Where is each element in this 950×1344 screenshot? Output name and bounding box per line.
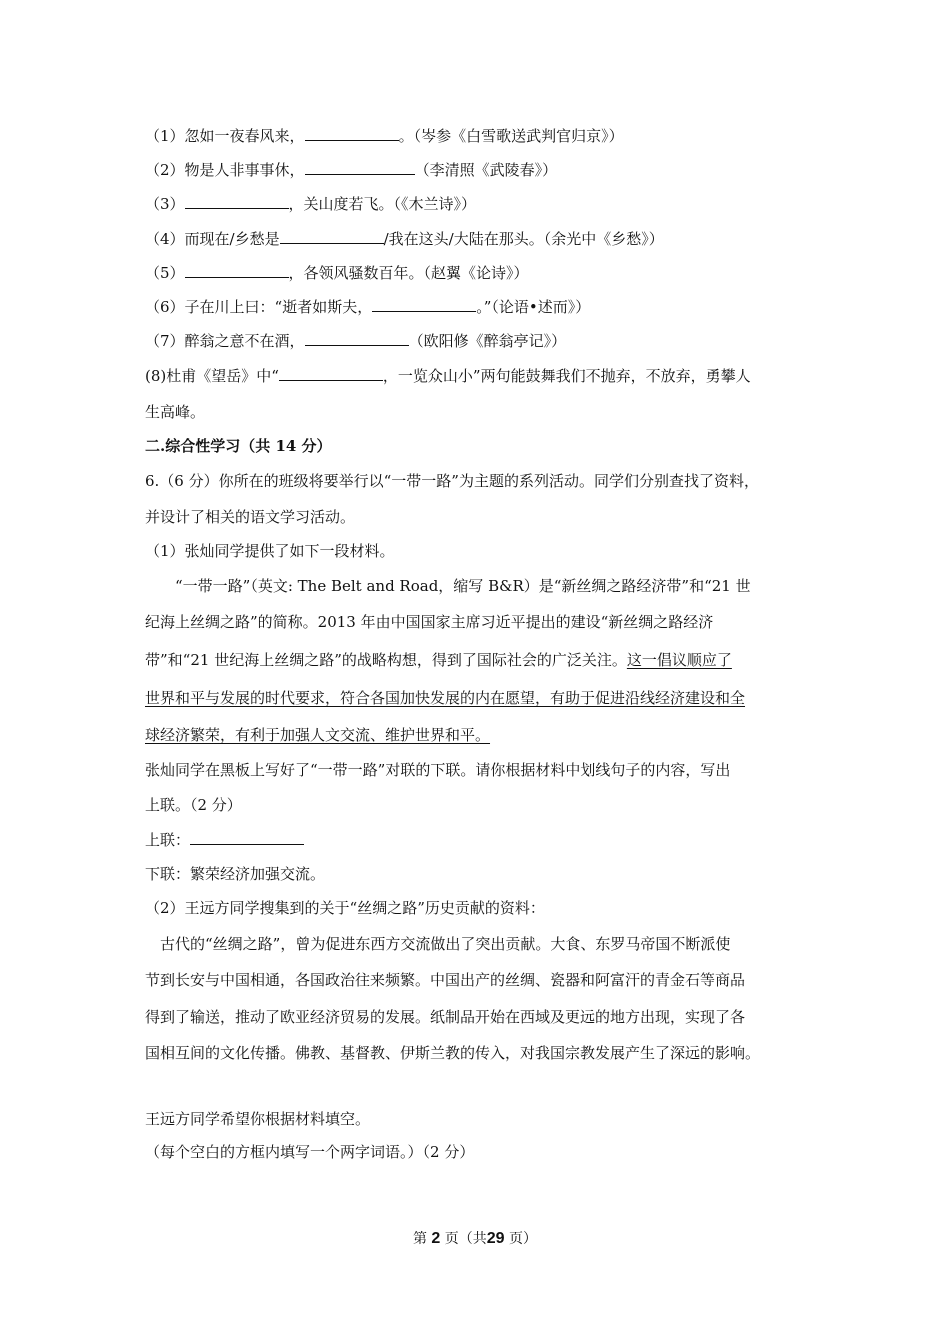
q5-item-5: （5） ，各领风骚数百年。（赵翼《论诗》） <box>145 264 529 282</box>
answer-blank[interactable] <box>279 366 383 381</box>
lower-couplet: 下联：繁荣经济加强交流。 <box>145 865 326 883</box>
upper-couplet-blank[interactable] <box>190 830 304 845</box>
section-title: 二.综合性学习（共 14 分） <box>145 437 332 455</box>
q5-item-6: （6）子在川上曰：“逝者如斯夫， 。”（论语•述而》） <box>145 298 591 316</box>
answer-blank[interactable] <box>305 160 415 175</box>
q5-item-4: （4）而现在/乡愁是 /我在这头/大陆在那头。（余光中《乡愁》） <box>145 230 664 248</box>
underlined-sentence: 球经济繁荣，有利于加强人文交流、维护世界和平。 <box>145 726 491 744</box>
q5-item-7: （7）醉翁之意不在酒， （欧阳修《醉翁亭记》） <box>145 332 567 350</box>
material-paragraph: 古代的“丝绸之路”，曾为促进东西方交流做出了突出贡献。大食、东罗马帝国不断派使 <box>160 935 731 953</box>
answer-blank[interactable] <box>305 126 399 141</box>
q6-intro: 6.（6 分）你所在的班级将要举行以“一带一路”为主题的系列活动。同学们分别查找了资料， <box>145 472 759 490</box>
answer-blank[interactable] <box>185 263 289 278</box>
q5-item-3: （3） ，关山度若飞。（《木兰诗》） <box>145 195 477 213</box>
q6-part2-ask: 王远方同学希望你根据材料填空。 <box>145 1110 371 1128</box>
underlined-sentence: 这一倡议顺应了 <box>626 651 732 669</box>
answer-blank[interactable] <box>372 297 476 312</box>
material-paragraph: 国相互间的文化传播。佛教、基督教、伊斯兰教的传入，对我国宗教发展产生了深远的影响。 <box>145 1044 761 1062</box>
q5-item-2: （2）物是人非事事休， （李清照《武陵春》） <box>145 161 558 179</box>
q6-part2-ask-cont: （每个空白的方框内填写一个两字词语。）（2 分） <box>145 1143 475 1161</box>
q6-part1-label: （1）张灿同学提供了如下一段材料。 <box>145 542 395 560</box>
material-paragraph: “一带一路”（英文: The Belt and Road，缩写 B&R）是“新丝绸之路经济带”和“21 世 <box>175 577 751 595</box>
material-paragraph: 节到长安与中国相通，各国政治往来频繁。中国出产的丝绸、瓷器和阿富汗的青金石等商品 <box>145 971 746 989</box>
material-paragraph: 带”和“21 世纪海上丝绸之路”的战略构想，得到了国际社会的广泛关注。这一倡议顺应了 <box>145 651 732 669</box>
q5-item-1: （1）忽如一夜春风来， 。（岑参《白雪歌送武判官归京》） <box>145 127 624 145</box>
material-paragraph: 得到了输送，推动了欧亚经济贸易的发展。纸制品开始在西域及更远的地方出现，实现了各 <box>145 1008 746 1026</box>
material-paragraph: 纪海上丝绸之路”的简称。2013 年由中国国家主席习近平提出的建设“新丝绸之路经济 <box>145 613 714 631</box>
answer-blank[interactable] <box>305 331 409 346</box>
q5-item-8: (8)杜甫《望岳》中“ ，一览众山小”两句能鼓舞我们不抛弃，不放弃，勇攀人 <box>145 367 751 385</box>
upper-couplet: 上联： <box>145 830 815 850</box>
q5-item-8-cont: 生高峰。 <box>145 403 206 421</box>
q6-part1-ask-cont: 上联。（2 分） <box>145 796 242 814</box>
answer-blank[interactable] <box>280 229 384 244</box>
underlined-sentence: 世界和平与发展的时代要求，符合各国加快发展的内在愿望，有助于促进沿线经济建设和全 <box>145 689 746 707</box>
q6-part2-label: （2）王远方同学搜集到的关于“丝绸之路”历史贡献的资料： <box>145 899 545 917</box>
page-number: 第 2 页（共29 页） <box>412 1230 538 1247</box>
answer-blank[interactable] <box>185 194 289 209</box>
q6-part1-ask: 张灿同学在黑板上写好了“一带一路”对联的下联。请你根据材料中划线句子的内容，写出 <box>145 761 731 779</box>
q6-intro-cont: 并设计了相关的语文学习活动。 <box>145 508 356 526</box>
